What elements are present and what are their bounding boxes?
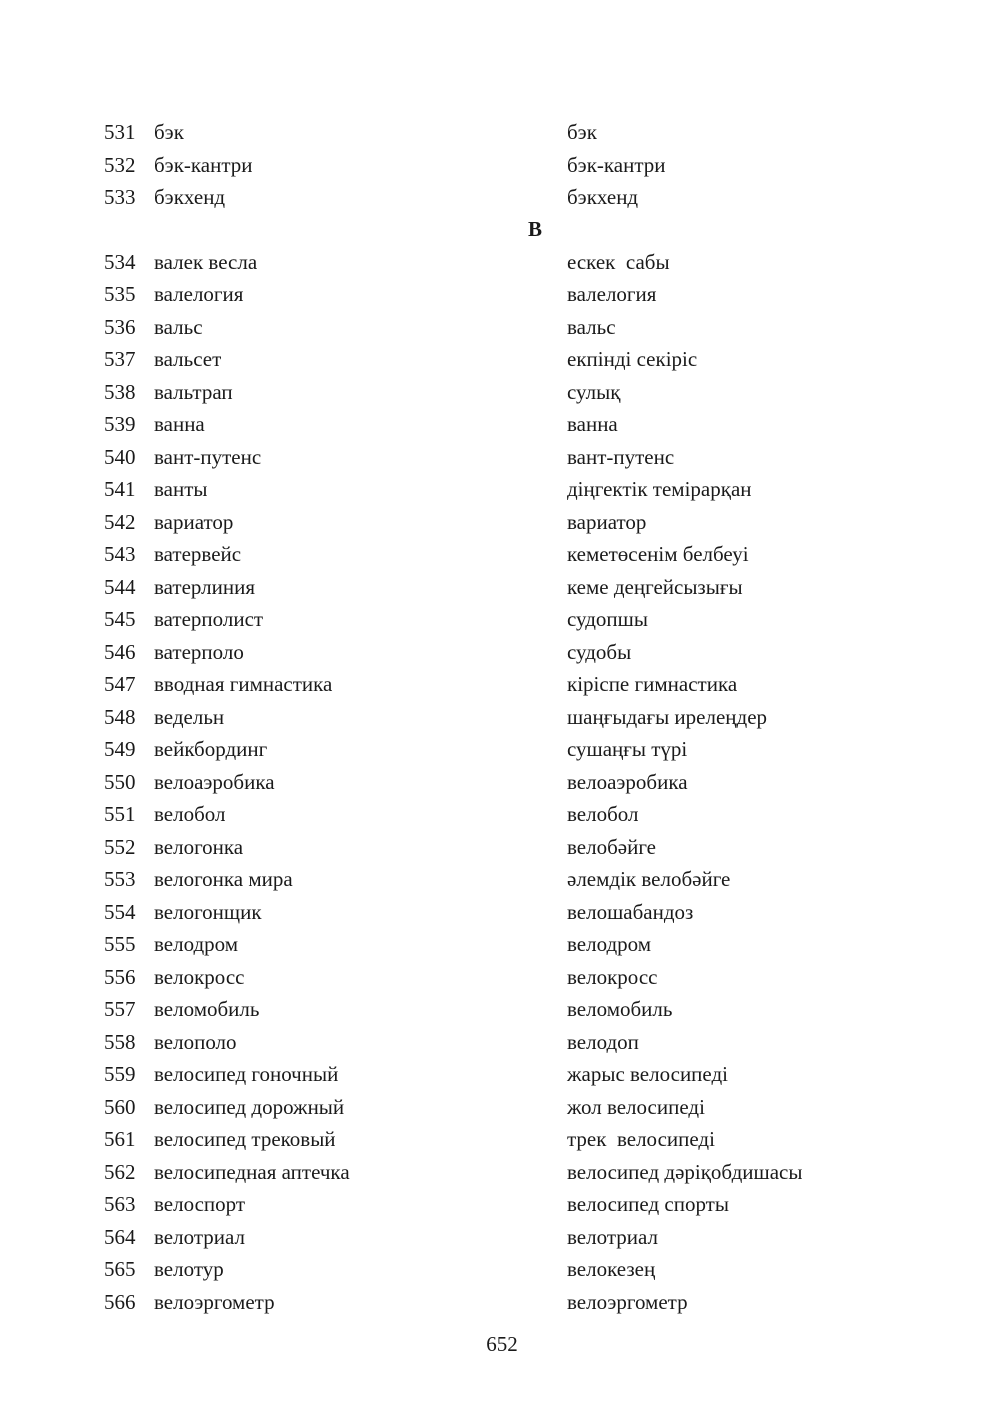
entry-number: 551 — [104, 802, 136, 826]
entry-kazakh-term: велошабандоз — [567, 900, 694, 924]
entry-row — [0, 798, 1004, 830]
entry-number: 555 — [104, 932, 136, 956]
entry-kazakh-term: велобәйге — [567, 835, 656, 859]
entry-number: 534 — [104, 250, 136, 274]
entry-russian-term: ватервейс — [154, 542, 242, 566]
entry-number: 546 — [104, 640, 136, 664]
entry-russian-term: велокросс — [154, 965, 245, 989]
entry-russian-term: велосипед трековый — [154, 1127, 336, 1151]
entry-row — [0, 571, 1004, 603]
entry-russian-term: бэк — [154, 120, 184, 144]
entry-russian-term: велоэргометр — [154, 1290, 275, 1314]
entry-row — [0, 896, 1004, 928]
entry-russian-term: бэкхенд — [154, 185, 226, 209]
entry-number: 536 — [104, 315, 136, 339]
entry-row — [0, 603, 1004, 635]
entry-russian-term: велодром — [154, 932, 239, 956]
entry-number: 550 — [104, 770, 136, 794]
entry-russian-term: вейкбординг — [154, 737, 268, 761]
entry-kazakh-term: ванна — [567, 412, 618, 436]
entry-russian-term: валек весла — [154, 250, 258, 274]
entry-number: 562 — [104, 1160, 136, 1184]
entry-number: 548 — [104, 705, 136, 729]
entry-kazakh-term: әлемдік велобәйге — [567, 867, 731, 891]
entry-kazakh-term: велодром — [567, 932, 652, 956]
entry-row — [0, 1253, 1004, 1285]
entry-number: 557 — [104, 997, 136, 1021]
entry-kazakh-term: бэкхенд — [567, 185, 639, 209]
entry-kazakh-term: валелогия — [567, 282, 657, 306]
entry-kazakh-term: велоэргометр — [567, 1290, 688, 1314]
entry-kazakh-term: трек велосипеді — [567, 1127, 715, 1151]
entry-russian-term: велотриал — [154, 1225, 245, 1249]
entry-row — [0, 246, 1004, 278]
entry-number: 531 — [104, 120, 136, 144]
entry-russian-term: ванна — [154, 412, 205, 436]
entry-number: 540 — [104, 445, 136, 469]
entry-number: 537 — [104, 347, 136, 371]
entry-russian-term: ватерполо — [154, 640, 244, 664]
entry-kazakh-term: екпінді секіріс — [567, 347, 698, 371]
entry-kazakh-term: шаңғыдағы ирелеңдер — [567, 705, 768, 729]
entry-number: 560 — [104, 1095, 136, 1119]
entry-russian-term: ватерполист — [154, 607, 264, 631]
entry-number: 539 — [104, 412, 136, 436]
entry-row — [0, 408, 1004, 440]
entry-russian-term: вальтрап — [154, 380, 233, 404]
entry-number: 558 — [104, 1030, 136, 1054]
entry-russian-term: ватерлиния — [154, 575, 255, 599]
entry-number: 556 — [104, 965, 136, 989]
entry-russian-term: велогонщик — [154, 900, 262, 924]
entry-number: 538 — [104, 380, 136, 404]
entry-russian-term: вант-путенс — [154, 445, 262, 469]
entry-russian-term: бэк-кантри — [154, 153, 253, 177]
entry-row — [0, 278, 1004, 310]
entry-row — [0, 1286, 1004, 1318]
entry-row — [0, 993, 1004, 1025]
entry-kazakh-term: вальс — [567, 315, 616, 339]
entry-russian-term: велоаэробика — [154, 770, 275, 794]
entry-russian-term: велополо — [154, 1030, 237, 1054]
entry-kazakh-term: велоаэробика — [567, 770, 688, 794]
entry-russian-term: вальсет — [154, 347, 222, 371]
entry-russian-term: велосипед гоночный — [154, 1062, 339, 1086]
entry-row — [0, 1123, 1004, 1155]
entry-number: 543 — [104, 542, 136, 566]
entry-kazakh-term: ескек сабы — [567, 250, 670, 274]
entry-kazakh-term: жарыс велосипеді — [567, 1062, 728, 1086]
entry-row — [0, 149, 1004, 181]
entry-row — [0, 701, 1004, 733]
entry-row — [0, 441, 1004, 473]
entry-kazakh-term: велосипед спорты — [567, 1192, 729, 1216]
entry-kazakh-term: бэк-кантри — [567, 153, 666, 177]
entry-row — [0, 311, 1004, 343]
entry-number: 541 — [104, 477, 136, 501]
entry-kazakh-term: бэк — [567, 120, 597, 144]
entry-number: 532 — [104, 153, 136, 177]
entry-row — [0, 116, 1004, 148]
entry-row — [0, 1026, 1004, 1058]
entry-russian-term: велогонка мира — [154, 867, 293, 891]
entry-number: 547 — [104, 672, 136, 696]
entry-kazakh-term: велокросс — [567, 965, 658, 989]
entry-row — [0, 766, 1004, 798]
entry-kazakh-term: велобол — [567, 802, 639, 826]
entry-number: 552 — [104, 835, 136, 859]
entry-kazakh-term: кеметөсенім белбеуі — [567, 542, 749, 566]
entry-number: 549 — [104, 737, 136, 761]
entry-kazakh-term: судопшы — [567, 607, 648, 631]
entry-russian-term: веломобиль — [154, 997, 260, 1021]
entry-kazakh-term: велокезең — [567, 1257, 656, 1281]
entry-kazakh-term: судобы — [567, 640, 632, 664]
entry-row — [0, 538, 1004, 570]
entry-number: 559 — [104, 1062, 136, 1086]
entry-row — [0, 636, 1004, 668]
section-letter-heading: В — [527, 217, 542, 241]
entry-row — [0, 181, 1004, 213]
entry-russian-term: вальс — [154, 315, 203, 339]
entry-row — [0, 343, 1004, 375]
entry-row — [0, 831, 1004, 863]
entry-row — [0, 928, 1004, 960]
entry-kazakh-term: жол велосипеді — [567, 1095, 705, 1119]
entry-kazakh-term: кеме деңгейсызығы — [567, 575, 743, 599]
entry-row — [0, 506, 1004, 538]
entry-row — [0, 1156, 1004, 1188]
entry-kazakh-term: кіріспе гимнастика — [567, 672, 738, 696]
entry-number: 542 — [104, 510, 136, 534]
entry-kazakh-term: велотриал — [567, 1225, 658, 1249]
entry-russian-term: велотур — [154, 1257, 224, 1281]
page-number: 652 — [486, 1332, 518, 1356]
entry-row — [0, 733, 1004, 765]
entry-number: 535 — [104, 282, 136, 306]
entry-row — [0, 1058, 1004, 1090]
entry-russian-term: ванты — [154, 477, 208, 501]
entry-kazakh-term: сулық — [567, 380, 621, 404]
entry-russian-term: велогонка — [154, 835, 244, 859]
entry-row — [0, 1091, 1004, 1123]
entry-row — [0, 863, 1004, 895]
entry-kazakh-term: сушаңғы түрі — [567, 737, 688, 761]
entry-russian-term: велосипед дорожный — [154, 1095, 345, 1119]
entry-number: 554 — [104, 900, 136, 924]
entry-kazakh-term: велодоп — [567, 1030, 639, 1054]
entry-number: 564 — [104, 1225, 136, 1249]
entry-russian-term: валелогия — [154, 282, 244, 306]
entry-russian-term: вариатор — [154, 510, 234, 534]
entry-row — [0, 668, 1004, 700]
entry-row — [0, 961, 1004, 993]
entry-number: 544 — [104, 575, 136, 599]
entry-kazakh-term: велосипед дәріқобдишасы — [567, 1160, 803, 1184]
entry-russian-term: велоспорт — [154, 1192, 246, 1216]
entry-number: 563 — [104, 1192, 136, 1216]
entry-number: 561 — [104, 1127, 136, 1151]
entry-russian-term: велобол — [154, 802, 226, 826]
entry-number: 553 — [104, 867, 136, 891]
entry-kazakh-term: веломобиль — [567, 997, 673, 1021]
entry-kazakh-term: діңгектік темірарқан — [567, 477, 752, 501]
entry-number: 545 — [104, 607, 136, 631]
entry-russian-term: ведельн — [154, 705, 225, 729]
entry-russian-term: вводная гимнастика — [154, 672, 333, 696]
entry-number: 533 — [104, 185, 136, 209]
entry-kazakh-term: вариатор — [567, 510, 647, 534]
entry-russian-term: велосипедная аптечка — [154, 1160, 350, 1184]
entry-kazakh-term: вант-путенс — [567, 445, 675, 469]
entry-row — [0, 376, 1004, 408]
entry-row — [0, 1221, 1004, 1253]
entry-number: 565 — [104, 1257, 136, 1281]
entry-number: 566 — [104, 1290, 136, 1314]
entry-row — [0, 473, 1004, 505]
entry-row — [0, 1188, 1004, 1220]
